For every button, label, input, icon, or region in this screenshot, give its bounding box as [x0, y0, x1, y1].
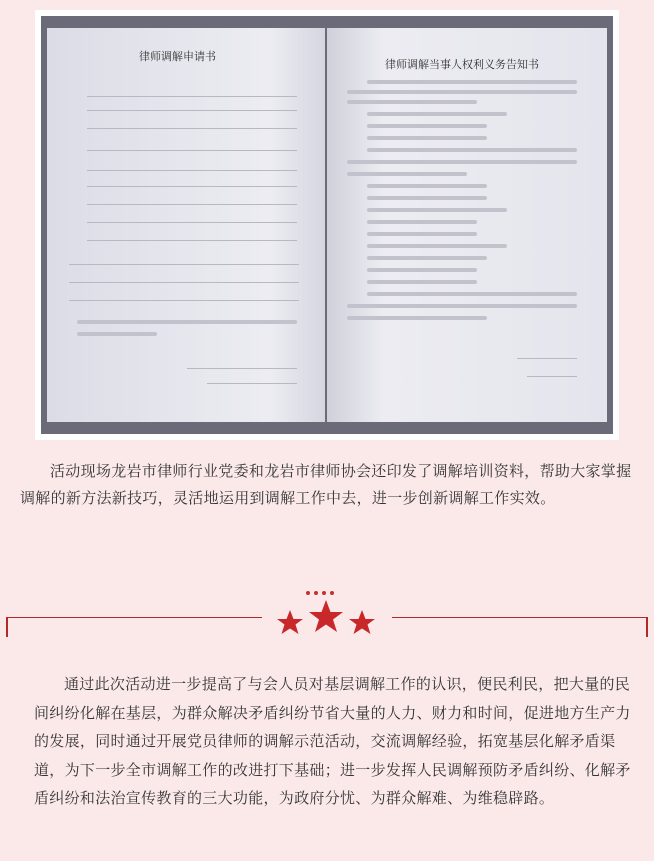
right-document-page [327, 28, 607, 422]
paragraph-summary [34, 670, 634, 813]
paragraph-training-materials [20, 458, 634, 512]
paragraph-text: 活动现场龙岩市律师行业党委和龙岩市律师协会还印发了调解培训资料，帮助大家掌握调解的新方法新技巧，灵活地运用到调解工作中去，进一步创新调解工作实效。 [20, 462, 632, 507]
paragraph-text: 通过此次活动进一步提高了与会人员对基层调解工作的认识，便民利民，把大量的民间纠纷化解在基层，为群众解决矛盾纠纷节省大量的人力、财力和时间，促进地方生产力的发展，同时通过开展党员律师的调解示范活动，交流调解经验，拓宽基层化解矛盾渠道，为下一步全市调解工作的改进打下基础；进一步发挥人民调解预防矛盾纠纷、化解矛盾纠纷和法治宣传教育的三大功能，为政府分忧、为群众解难、为维稳辟路。 [34, 675, 631, 807]
star-icon [309, 600, 343, 632]
document-photo [41, 16, 613, 434]
left-document-title: 律师调解申请书 [139, 50, 216, 63]
right-document-title: 律师调解当事人权利义务告知书 [385, 58, 539, 71]
decorative-dots [304, 580, 344, 586]
star-divider [6, 600, 648, 636]
stars-group [266, 600, 386, 640]
star-icon [277, 610, 303, 634]
left-document-page [47, 28, 325, 422]
star-icon [349, 610, 375, 634]
